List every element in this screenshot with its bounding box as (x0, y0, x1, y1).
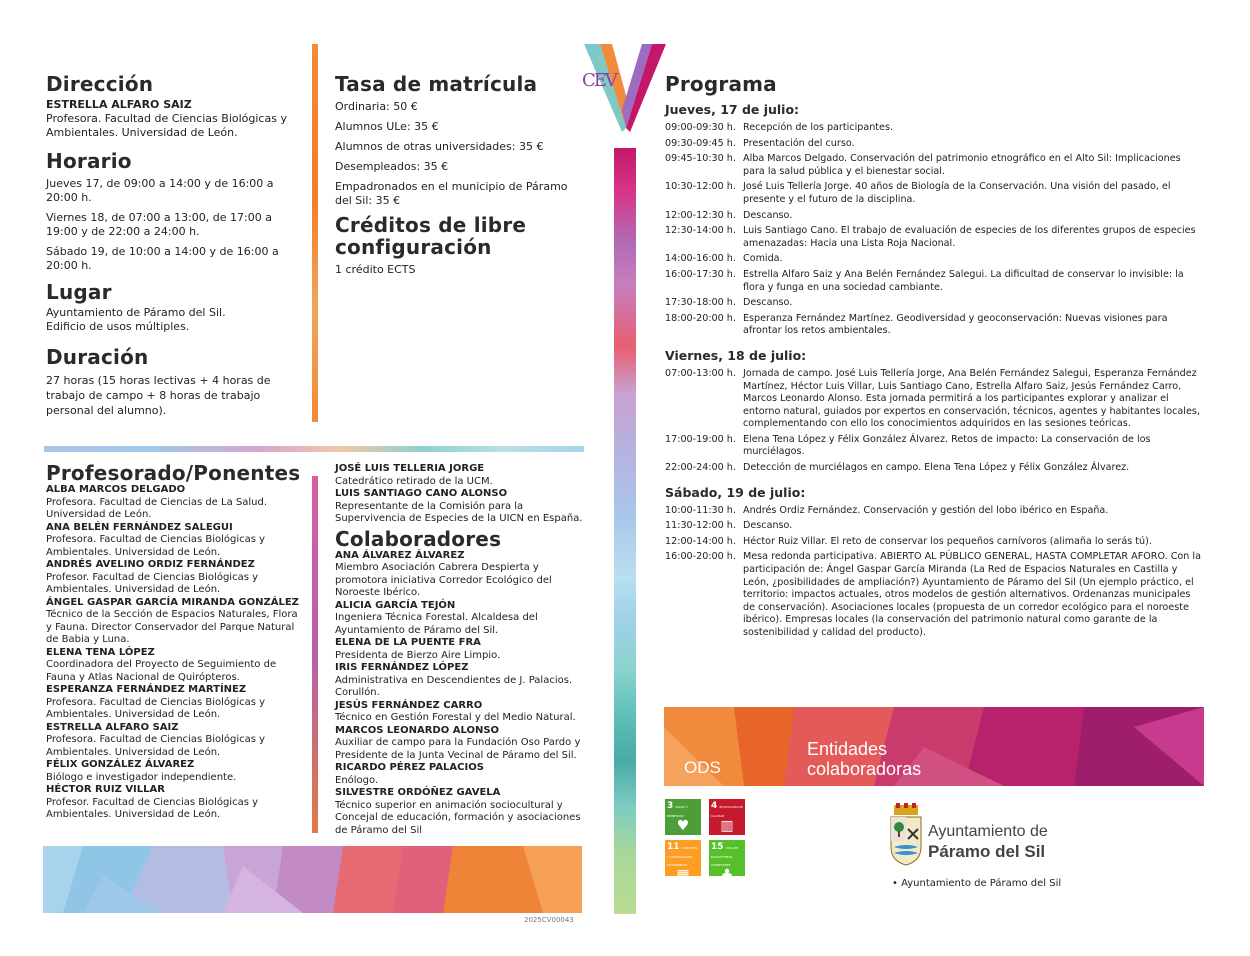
schedule-time: 07:00-13:00 h. (665, 367, 736, 379)
schedule-time: 12:00-14:00 h. (665, 535, 736, 547)
person-desc: Profesora. Facultad de Ciencias Biológicas y Ambientales. Universidad de León. (46, 696, 266, 720)
schedule-time: 09:30-09:45 h. (665, 137, 736, 149)
course-code: 2025CV00043 (524, 916, 574, 924)
schedule-row (665, 462, 1205, 475)
schedule-time: 09:00-09:30 h. (665, 122, 736, 133)
schedule-text: Descanso. (743, 520, 793, 532)
schedule-text: Elena Tena López y Félix González Álvarez. Retos de impacto: La conservación de los murciélagos. (743, 433, 1151, 458)
profesorado-section (46, 462, 304, 822)
schedule-time: 18:00-20:00 h. (665, 312, 736, 324)
schedule-row (665, 297, 1205, 310)
person-entry (46, 597, 304, 647)
lugar-line: Ayuntamiento de Páramo del Sil. (46, 306, 226, 319)
cv-logo (582, 40, 672, 135)
person-entry (335, 725, 583, 763)
schedule-text: Recepción de los participantes. (743, 122, 894, 133)
schedule-row (665, 225, 1205, 250)
bottom-mosaic (43, 846, 582, 913)
ods-icon: 3 SALUD Y BIENESTAR ♥ (665, 799, 701, 835)
day-title: Sábado, 19 de julio: (665, 484, 806, 500)
person-name: ANDRÉS AVELINO ORDIZ FERNÁNDEZ (46, 559, 255, 570)
person-desc: Técnico superior en animación sociocultural y Concejal de educación, formación y asociaciones de Páramo del Sil (335, 799, 581, 836)
schedule-time: 17:00-19:00 h. (665, 433, 736, 445)
tasa-line: Ordinaria: 50 € (335, 100, 418, 113)
person-entry (335, 550, 583, 600)
direccion-name: ESTRELLA ALFARO SAIZ (46, 98, 192, 111)
schedule-time: 12:00-12:30 h. (665, 209, 736, 221)
schedule-row (665, 269, 1205, 294)
column-left (46, 73, 301, 418)
schedule-row (665, 368, 1205, 431)
ayuntamiento-logo (888, 803, 1078, 867)
person-desc: Biólogo e investigador independiente. (46, 771, 237, 783)
schedule-row (665, 313, 1205, 338)
schedule-time: 12:30-14:00 h. (665, 225, 736, 237)
person-name: JESÚS FERNÁNDEZ CARRO (335, 699, 483, 711)
ods-icon: 15 VIDA DE ECOSISTEMAS TERRESTRES ♣ (709, 840, 745, 876)
schedule-time: 11:30-12:00 h. (665, 520, 736, 532)
duracion-text: 27 horas (15 horas lectivas + 4 horas de trabajo de campo + 8 horas de trabajo personal del alumno). (46, 374, 271, 417)
person-desc: Representante de la Comisión para la Supervivencia de Especies de la UICN en España. (335, 500, 583, 524)
person-entry (335, 787, 583, 837)
person-name: FÉLIX GONZÁLEZ ÁLVAREZ (46, 759, 195, 770)
person-desc: Ingeniera Técnica Forestal. Alcaldesa del Ayuntamiento de Páramo del Sil. (335, 612, 538, 636)
column-middle-top (335, 73, 585, 277)
creditos-heading: Créditos de libre configuración (335, 213, 527, 259)
person-desc: Catedrático retirado de la UCM. (335, 475, 493, 487)
ayuntamiento-line1: Ayuntamiento de (928, 823, 1048, 840)
person-entry (335, 662, 583, 700)
person-desc: Miembro Asociación Cabrera Despierta y promotora iniciativa Corredor Ecológico del Noroeste Ibérico. (335, 562, 552, 598)
schedule-row (665, 551, 1205, 639)
schedule-time: 17:30-18:00 h. (665, 297, 736, 309)
schedule-text: José Luis Tellería Jorge. 40 años de Biología de la Conservación. Una visión del pasado, el presente y el futuro de la disciplina. (743, 181, 1171, 205)
person-name: ESPERANZA FERNÁNDEZ MARTÍNEZ (46, 684, 247, 695)
schedule-time: 16:00-20:00 h. (665, 551, 736, 563)
tasa-heading: Tasa de matrícula (335, 72, 538, 96)
schedule-time: 14:00-16:00 h. (665, 253, 736, 265)
person-name: ÁNGEL GASPAR GARCÍA MIRANDA GONZÁLEZ (46, 596, 299, 608)
horario-line: Jueves 17, de 09:00 a 14:00 y de 16:00 a 20:00 h. (46, 177, 274, 204)
horario-heading: Horario (46, 149, 132, 173)
horario-line: Sábado 19, de 10:00 a 14:00 y de 16:00 a 20:00 h. (46, 245, 279, 272)
schedule-text: Detección de murciélagos en campo. Elena Tena López y Félix González Álvarez. (743, 462, 1130, 474)
person-entry (46, 522, 304, 560)
schedule-text: Descanso. (743, 209, 793, 221)
schedule-text: Jornada de campo. José Luis Tellería Jorge, Ana Belén Fernández Salegui, Esperanza Fernández Martínez, Héctor Luis Villar, Luis Santiago Cano, Estrella Alfaro Saiz, Jesús Fernández Carro, Marcos Leonardo Alonso. Esta jornada permitirá a los participantes explorar y analizar el entorno natural, guiados por expertos en conservación, técnicos, agentes y habitantes locales, complementando con ello los conocimientos adquiridos en las sesiones teóricas. (743, 367, 1200, 430)
ods-label: ODS (684, 758, 721, 777)
person-desc: Profesor. Facultad de Ciencias Biológicas y Ambientales. Universidad de León. (46, 571, 259, 595)
person-desc: Profesora. Facultad de Ciencias Biológicas y Ambientales. Universidad de León. (46, 534, 266, 558)
schedule-row (665, 536, 1205, 549)
tasa-line: Alumnos ULe: 35 € (335, 120, 439, 133)
person-desc: Coordinadora del Proyecto de Seguimiento de Fauna y Atlas Nacional de Quirópteros. (46, 659, 277, 683)
person-entry (335, 488, 583, 526)
person-entry (46, 484, 304, 522)
person-entry (46, 759, 304, 784)
person-name: LUIS SANTIAGO CANO ALONSO (335, 488, 508, 499)
person-name: RICARDO PÉREZ PALACIOS (335, 762, 484, 773)
person-name: ANA BELÉN FERNÁNDEZ SALEGUI (46, 521, 233, 533)
tasa-line: Desempleados: 35 € (335, 160, 449, 173)
person-name: IRIS FERNÁNDEZ LÓPEZ (335, 662, 469, 673)
schedule-text: Mesa redonda participativa. ABIERTO AL PÚBLICO GENERAL, HASTA COMPLETAR AFORO. Con la participación de: Ángel Gaspar García Miranda (La Red de Espacios Naturales en Castilla y León, ¿posibilidades de ampliación?) Ayuntamiento de Páramo del Sil (Un ejemplo práctico, el territorio: impactos actuales, otros modelos de gestión alternativos. Ordenanzas municipales de conservación). Asociaciones locales (propuesta de un corredor ecológico para el noroeste ibérico). Empresas locales (la conservación del patrimonio natural como garante de la sostenibilidad y calidad del producto). (743, 551, 1201, 638)
direccion-heading: Dirección (46, 72, 154, 96)
schedule-time: 22:00-24:00 h. (665, 462, 736, 474)
schedule-row (665, 181, 1205, 206)
schedule-row (665, 210, 1205, 223)
schedule-text: Comida. (743, 253, 783, 265)
person-name: MARCOS LEONARDO ALONSO (335, 724, 500, 736)
schedule-row (665, 122, 1205, 135)
schedule-row (665, 153, 1205, 178)
person-entry (46, 559, 304, 597)
person-desc: Administrativa en Descendientes de J. Palacios. Corullón. (335, 674, 573, 698)
direccion-desc: Profesora. Facultad de Ciencias Biológicas y Ambientales. Universidad de León. (46, 112, 287, 139)
person-name: ESTRELLA ALFARO SAIZ (46, 721, 179, 733)
schedule-row (665, 505, 1205, 518)
person-desc: Auxiliar de campo para la Fundación Oso Pardo y Presidente de la Junta Vecinal de Páramo del Sil. (335, 737, 581, 761)
person-entry (46, 684, 304, 722)
schedule-text: Esperanza Fernández Martínez. Geodiversidad y geoconservación: Nuevas visiones para afrontar los retos ambientales. (743, 312, 1168, 337)
person-desc: Técnico de la Sección de Espacios Naturales, Flora y Fauna. Director Conservador del Parque Natural de Babia y Luna. (46, 609, 298, 645)
cv-logo-small: CEV (582, 70, 616, 91)
person-name: ELENA DE LA PUENTE FRA (335, 637, 481, 648)
person-desc: Presidenta de Bierzo Aire Limpio. (335, 649, 501, 661)
person-desc: Enólogo. (335, 774, 379, 786)
schedule-row (665, 520, 1205, 533)
schedule-row (665, 434, 1205, 459)
person-entry (46, 722, 304, 760)
person-name: HÉCTOR RUIZ VILLAR (46, 784, 165, 795)
colaboradores-heading: Colaboradores (335, 526, 502, 551)
schedule-text: Héctor Ruiz Villar. El reto de conservar los pequeños carnívoros (alimaña lo serás tú). (743, 535, 1152, 547)
profesorado-heading: Profesorado/Ponentes (46, 461, 301, 485)
programa-section (665, 73, 1205, 643)
person-name: SILVESTRE ORDÓÑEZ GAVELA (335, 787, 501, 798)
person-entry (46, 647, 304, 685)
schedule-row (665, 138, 1205, 151)
ods-icon: 4 EDUCACIÓN DE CALIDAD ▥ (709, 799, 745, 835)
person-entry (335, 762, 583, 787)
programa-heading: Programa (665, 72, 777, 96)
schedule-time: 16:00-17:30 h. (665, 268, 736, 280)
ods-icons (665, 799, 747, 883)
horario-line: Viernes 18, de 07:00 a 13:00, de 17:00 a 19:00 y de 22:00 a 24:00 h. (46, 211, 272, 238)
schedule-text: Luis Santiago Cano. El trabajo de evaluación de especies de los diferentes grupos de especies amenazadas: Hacia una Lista Roja Nacional. (743, 225, 1196, 249)
schedule-text: Andrés Ordiz Fernández. Conservación y gestión del lobo ibérico en España. (743, 504, 1109, 516)
person-desc: Profesor. Facultad de Ciencias Biológicas y Ambientales. Universidad de León. (46, 796, 259, 820)
person-name: ALICIA GARCÍA TEJÓN (335, 599, 456, 611)
schedule-text: Presentación del curso. (743, 137, 855, 149)
schedule-time: 10:00-11:30 h. (665, 504, 736, 516)
person-entry (46, 784, 304, 822)
person-name: ALBA MARCOS DELGADO (46, 484, 186, 495)
horizontal-stripe (44, 446, 584, 452)
schedule-row (665, 253, 1205, 266)
ayuntamiento-line2: Páramo del Sil (928, 842, 1046, 861)
schedule-time: 10:30-12:00 h. (665, 181, 736, 193)
person-entry (335, 637, 583, 662)
schedule-text: Estrella Alfaro Saiz y Ana Belén Fernández Salegui. La dificultad de conservar lo invisible: la flora y funga en una sociedad cambiante. (743, 268, 1184, 293)
person-entry (335, 463, 583, 488)
schedule-text: Descanso. (743, 297, 793, 309)
center-vertical-band (614, 148, 636, 914)
creditos-text: 1 crédito ECTS (335, 263, 416, 276)
coat-of-arms-icon (888, 803, 924, 867)
person-entry (335, 600, 583, 638)
day-title: Viernes, 18 de julio: (665, 347, 807, 363)
person-name: ELENA TENA LÓPEZ (46, 646, 155, 658)
vertical-stripe-left (312, 44, 318, 422)
vertical-stripe-mid (312, 476, 318, 833)
ayuntamiento-bullet: • Ayuntamiento de Páramo del Sil (892, 878, 1062, 889)
tasa-line: Empadronados en el municipio de Páramo del Sil: 35 € (335, 180, 568, 207)
profesorado-cont-section (335, 463, 583, 837)
duracion-heading: Duración (46, 345, 149, 369)
ods-icon: 11 CIUDADES Y COMUNIDADES SOSTENIBLES ▦ (665, 840, 701, 876)
person-desc: Profesora. Facultad de Ciencias de La Salud. Universidad de León. (46, 496, 268, 520)
lugar-line: Edificio de usos múltiples. (46, 320, 190, 333)
person-desc: Técnico en Gestión Forestal y del Medio Natural. (335, 712, 576, 723)
person-entry (335, 700, 583, 725)
schedule-text: Alba Marcos Delgado. Conservación del patrimonio etnográfico en el Alto Sil: Implicaciones para la salud pública y el bienestar social. (743, 153, 1181, 177)
schedule-time: 09:45-10:30 h. (665, 153, 736, 165)
tasa-line: Alumnos de otras universidades: 35 € (335, 140, 544, 153)
lugar-heading: Lugar (46, 280, 112, 304)
day-title: Jueves, 17 de julio: (665, 102, 800, 117)
person-name: ANA ÁLVAREZ ÁLVAREZ (335, 549, 465, 561)
person-desc: Profesora. Facultad de Ciencias Biológicas y Ambientales. Universidad de León. (46, 734, 266, 758)
person-name: JOSÉ LUIS TELLERIA JORGE (335, 463, 485, 474)
entidades-label: Entidades colaboradoras (807, 739, 922, 779)
